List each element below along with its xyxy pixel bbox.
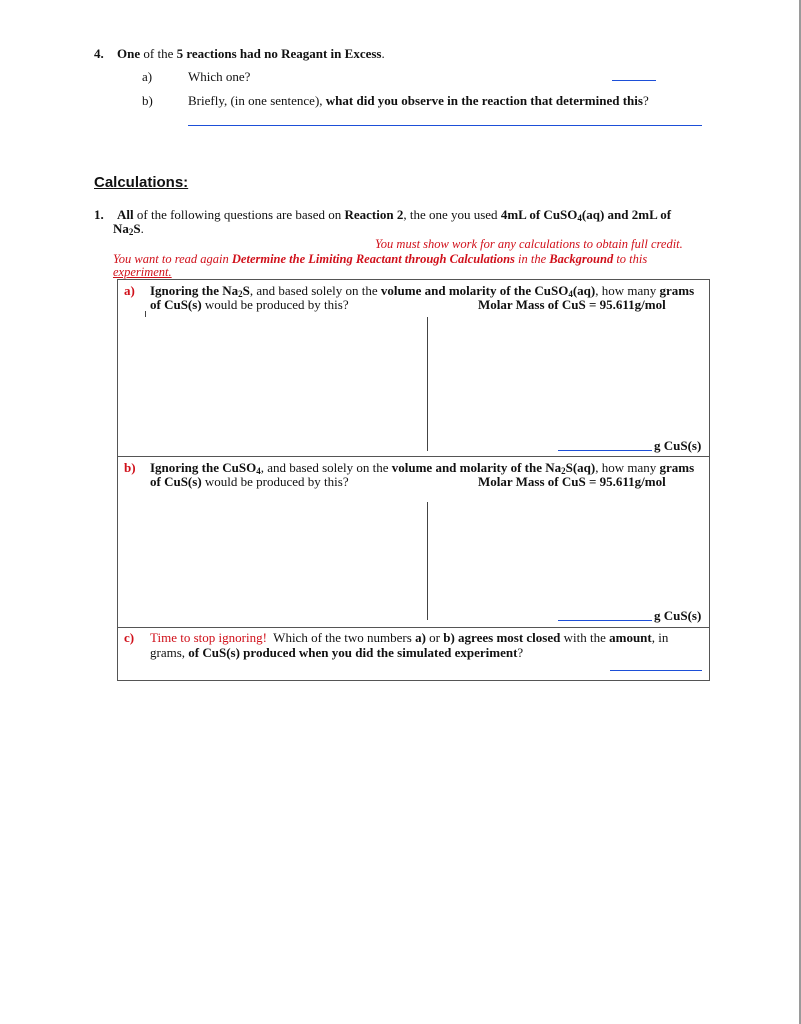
q1-line2: $Na_2S$.: [113, 221, 144, 237]
part-c-question-line1: Time to stop ignoring! Which of the two numbers a) or b) agrees most closed with the amount, in: [150, 630, 669, 645]
q4-a-text: Which one?: [188, 69, 251, 84]
row-divider-ab: [117, 456, 710, 457]
part-c-question-line2: grams, of CuS(s) produced when you did the simulated experiment?: [150, 645, 524, 660]
part-a-answer-unit: g CuS(s): [654, 438, 702, 453]
part-a-label: a): [124, 283, 135, 298]
part-a-answer-blank[interactable]: [558, 450, 652, 451]
part-b-molar-mass: Molar Mass of CuS = 95.611g/mol: [478, 474, 666, 489]
q4-a-answer-blank[interactable]: [612, 80, 656, 81]
q1-number: 1.: [94, 207, 104, 222]
q4-b-answer-blank[interactable]: [188, 125, 702, 126]
text-cursor: [145, 311, 146, 317]
show-work-note: You must show work for any calculations to obtain full credit.: [375, 237, 683, 251]
row-divider-bc: [117, 627, 710, 628]
part-a-question-line2: of CuS(s) would be produced by this?: [150, 297, 349, 312]
part-b-label: b): [124, 460, 136, 475]
part-b-answer-unit: g CuS(s): [654, 608, 702, 623]
calculations-heading: Calculations:: [94, 174, 189, 191]
part-b-question-line1: Ignoring the CuSO$_4$, and based solely on the volume and molarity of the $Na_2S(aq)$, how many grams: [150, 460, 695, 476]
q4-question: One of the 5 reactions had no Reagant in Excess.: [117, 46, 385, 61]
part-a-question-line1: Ignoring the $Na_2S$, and based solely on the volume and molarity of the CuSO$_4$(aq), how many grams: [150, 283, 695, 299]
part-b-work-divider: [427, 502, 428, 620]
read-again-note: You want to read again Determine the Limiting Reactant through Calculations in the Background to this: [113, 252, 648, 266]
q1-line1: All of the following questions are based on Reaction 2, the one you used 4mL of CuSO$_4$(aq) and 2mL of: [117, 207, 672, 223]
q4-number: 4.: [94, 46, 104, 61]
part-c-label: c): [124, 630, 135, 645]
q4-a-label: a): [142, 69, 153, 84]
part-a-molar-mass: Molar Mass of CuS = 95.611g/mol: [478, 297, 666, 312]
part-b-answer-blank[interactable]: [558, 620, 652, 621]
part-c-answer-blank[interactable]: [610, 670, 702, 671]
part-a-work-divider: [427, 317, 428, 451]
q4-b-label: b): [142, 93, 153, 108]
read-again-note-line2: experiment.: [113, 265, 172, 279]
part-b-question-line2: of CuS(s) would be produced by this?: [150, 474, 349, 489]
q4-b-text: Briefly, (in one sentence), what did you observe in the reaction that determined this?: [188, 93, 649, 108]
